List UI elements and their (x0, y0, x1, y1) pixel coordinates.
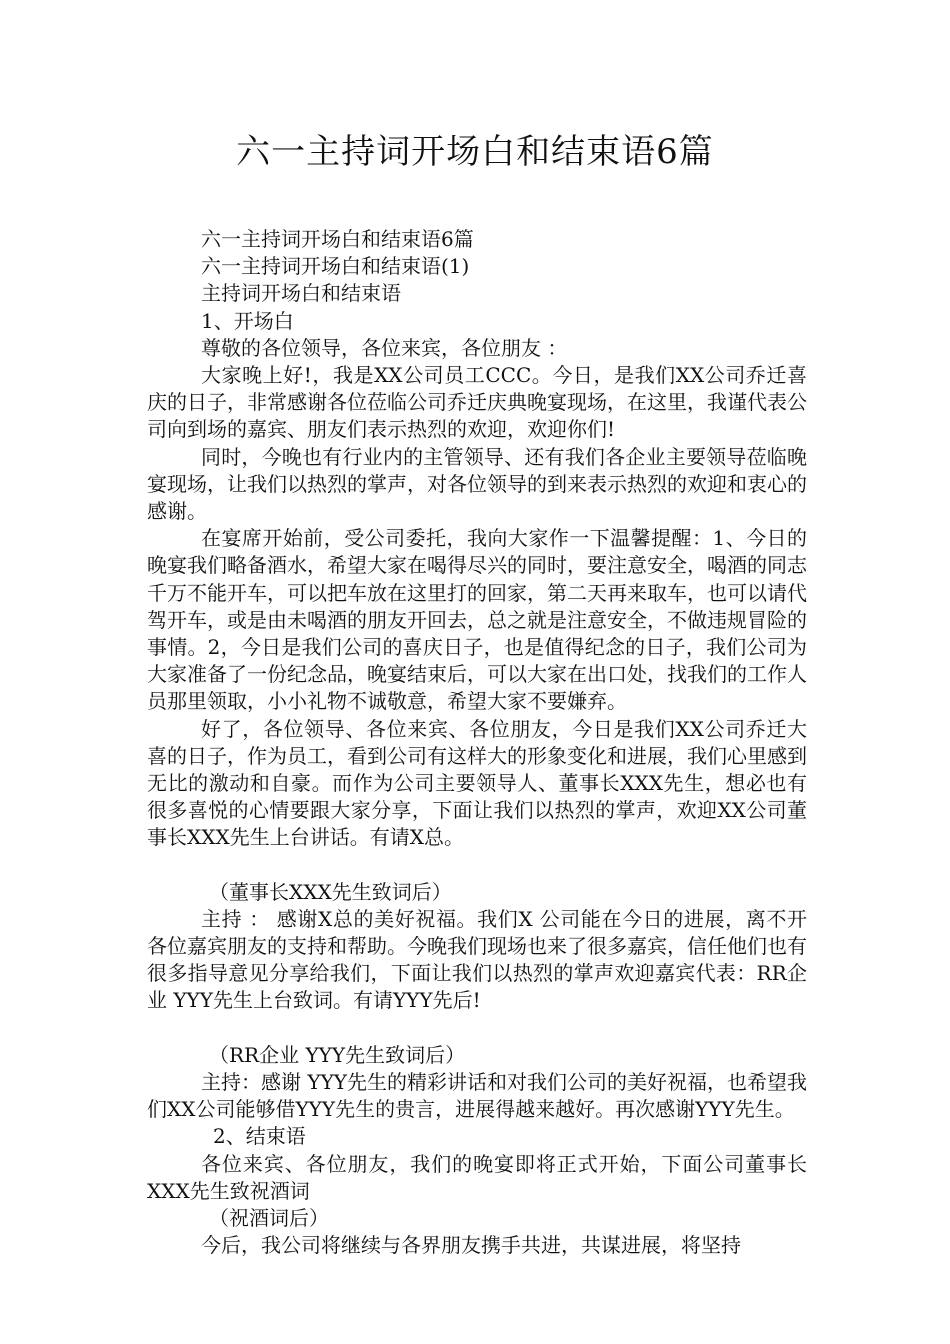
stage-note: （董事长XXX先生致词后） (209, 879, 452, 904)
paragraph: 同时，今晚也有行业内的主管领导、还有我们各企业主要领导莅临晚宴现场，让我们以热烈的掌声，对各位领导的到来表示热烈的欢迎和衷心的感谢。 (147, 444, 807, 524)
document-body (147, 226, 807, 1259)
stage-note: （祝酒词后） (209, 1205, 329, 1230)
intro-line: 主持词开场白和结束语 (201, 281, 401, 306)
paragraph: 大家晚上好!，我是XX公司员工CCC。今日，是我们XX公司乔迁喜庆的日子，非常感谢各位莅临公司乔迁庆典晚宴现场，在这里，我谨代表公司向到场的嘉宾、朋友们表示热烈的欢迎，欢迎你们! (147, 363, 807, 442)
blank-line (147, 1015, 807, 1042)
section-heading: 2、结束语 (213, 1124, 306, 1149)
document-title: 六一主持词开场白和结束语6篇 (236, 132, 714, 172)
intro-line: 六一主持词开场白和结束语6篇 (201, 227, 474, 251)
host-paragraph: 主持：感谢 YYY先生的精彩讲话和对我们公司的美好祝福，也希望我们XX公司能够借YYY先生的贵言，进展得越来越好。再次感谢YYY先生。 (147, 1069, 807, 1122)
stage-note: （RR企业 YYY先生致词后） (209, 1042, 466, 1067)
paragraph: 今后，我公司将继续与各界朋友携手共进，共谋进展，将坚持 (201, 1233, 741, 1258)
blank-line (147, 852, 807, 879)
section-heading: 1、开场白 (201, 308, 294, 333)
paragraph: 在宴席开始前，受公司委托，我向大家作一下温馨提醒：1、今日的晚宴我们略备酒水，希望大家在喝得尽兴的同时，要注意安全，喝酒的同志千万不能开车，可以把车放在这里打的回家，第二天再来取车，也可以请代驾开车，或是由未喝酒的朋友开回去，总之就是注意安全，不做违规冒险的事情。2，今日是我们公司的喜庆日子，也是值得纪念的日子，我们公司为大家准备了一份纪念品，晚宴结束后，可以大家在出口处，找我们的工作人员那里领取，小小礼物不诚敬意，希望大家不要嫌弃。 (147, 526, 807, 714)
intro-line: 六一主持词开场白和结束语(1) (201, 254, 470, 279)
paragraph: 各位来宾、各位朋友，我们的晚宴即将正式开始，下面公司董事长XXX先生致祝酒词 (147, 1151, 807, 1203)
paragraph: 好了，各位领导、各位来宾、各位朋友，今日是我们XX公司乔迁大喜的日子，作为员工，看到公司有这样大的形象变化和进展，我们心里感到无比的激动和自豪。而作为公司主要领导人、董事长XXX先生，想必也有很多喜悦的心情要跟大家分享，下面让我们以热烈的掌声，欢迎XX公司董事长XXX先生上台讲话。有请X总。 (147, 716, 807, 850)
host-paragraph: 主持 ： 感谢X总的美好祝福。我们X 公司能在今日的进展，离不开各位嘉宾朋友的支持和帮助。今晚我们现场也来了很多嘉宾，信任他们也有很多指导意见分享给我们，下面让我们以热烈的掌声欢迎嘉宾代表：RR企业 YYY先生上台致词。有请YYY先后! (147, 906, 807, 1013)
greeting-line: 尊敬的各位领导，各位来宾，各位朋友 ： (201, 335, 568, 360)
